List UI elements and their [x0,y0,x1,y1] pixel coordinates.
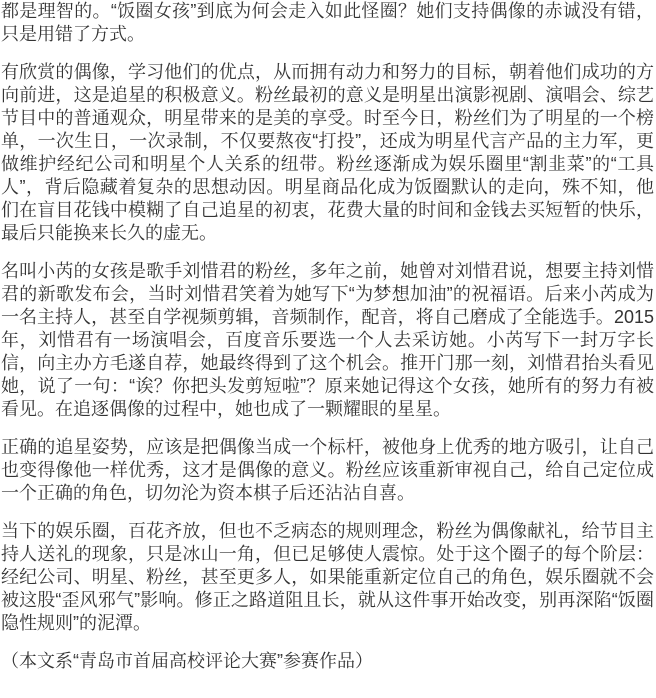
attribution-note: （本文系“青岛市首届高校评论大赛”参赛作品） [1,651,373,671]
paragraph-5: 当下的娱乐圈，百花齐放，但也不乏病态的规则理念，粉丝为偶像献礼，给节目主持人送礼的现象，只是冰山一角，但已足够使人震惊。处于这个圈子的每个阶层：经纪公司、明星、粉丝，甚至更多人，如果能重新定位自己的角色，娱乐圈就不会被这股“歪风邪气”影响。修正之路道阻且长，就从这件事开始改变，别再深陷“饭圈隐性规则”的泥潭。 [1,521,654,633]
paragraph-4: 正确的追星姿势，应该是把偶像当成一个标杆，被他身上优秀的地方吸引，让自己也变得像他一样优秀，这才是偶像的意义。粉丝应该重新审视自己，给自己定位成一个正确的角色，切勿沦为资本棋子后还沾沾自喜。 [1,437,654,503]
paragraph-1: 都是理智的。“饭圈女孩”到底为何会走入如此怪圈？她们支持偶像的赤诚没有错，只是用错了方式。 [1,1,654,44]
paragraph-3: 名叫小芮的女孩是歌手刘惜君的粉丝，多年之前，她曾对刘惜君说，想要主持刘惜君的新歌发布会，当时刘惜君笑着为她写下“为梦想加油”的祝福语。后来小芮成为一名主持人，甚至自学视频剪辑，音频制作，配音，将自己磨成了全能选手。2015年，刘惜君有一场演唱会，百度音乐要选一个人去采访她。小芮写下一封万字长信，向主办方毛遂自荐，她最终得到了这个机会。推开门那一刻，刘惜君抬头看见她，说了一句：“诶？你把头发剪短啦”？原来她记得这个女孩，她所有的努力有被看见。在追逐偶像的过程中，她也成了一颗耀眼的星星。 [1,261,654,419]
paragraph-2: 有欣赏的偶像，学习他们的优点，从而拥有动力和努力的目标，朝着他们成功的方向前进，这是追星的积极意义。粉丝最初的意义是明星出演影视剧、演唱会、综艺节目中的普通观众，明星带来的是美的享受。时至今日，粉丝们为了明星的一个榜单，一次生日，一次录制，不仅要熬夜“打投”，还成为明星代言产品的主力军，更做维护经纪公司和明星个人关系的纽带。粉丝逐渐成为娱乐圈里“割韭菜”的“工具人”，背后隐藏着复杂的思想动因。明星商品化成为饭圈默认的走向，殊不知，他们在盲目花钱中模糊了自己追星的初衷，花费大量的时间和金钱去买短暂的快乐，最后只能换来长久的虚无。 [1,62,654,243]
